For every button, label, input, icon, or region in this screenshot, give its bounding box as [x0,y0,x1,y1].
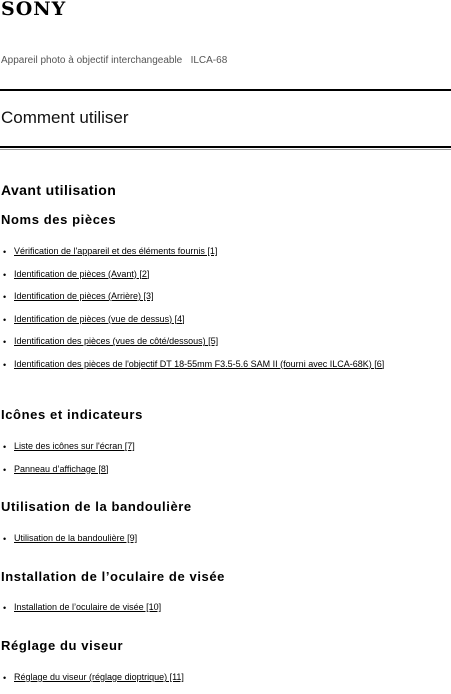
bullet-icon: • [3,673,7,683]
bullet-icon: • [3,359,7,370]
link-pieces-objectif[interactable]: Identification des pièces de l'objectif DT 18-55mm F3.5-5.6 SAM II (fourni avec ILCA-68K) [6] [14,358,385,369]
bullet-icon: • [3,534,7,544]
bullet-icon: • [3,603,7,613]
bullet-icon: • [3,247,7,257]
list-item [0,463,440,475]
section-heading-avant-utilisation: Avant utilisation [1,182,117,198]
list-icones-indicateurs [0,440,440,485]
list-item [0,335,440,347]
list-item [0,440,440,452]
list-noms-des-pieces [0,245,440,380]
list-item [0,290,440,302]
list-item [0,358,440,370]
list-reglage-viseur [0,671,440,694]
link-verification[interactable]: Vérification de l'appareil et des éléments fournis [1] [14,246,218,256]
link-pieces-arriere[interactable]: Identification de pièces (Arrière) [3] [14,291,154,301]
bullet-icon: • [3,442,7,452]
link-pieces-avant[interactable]: Identification de pièces (Avant) [2] [14,268,150,279]
subsection-heading-noms-des-pieces: Noms des pièces [1,212,117,227]
link-pieces-cote-dessous[interactable]: Identification des pièces (vues de côté/dessous) [5] [14,336,219,346]
subsection-heading-bandouliere: Utilisation de la bandoulière [1,499,192,514]
link-reglage-viseur[interactable]: Réglage du viseur (réglage dioptrique) [11] [14,672,184,682]
list-item [0,313,440,325]
sony-logo: SONY [1,0,67,20]
link-panneau-affichage[interactable]: Panneau d’affichage [8] [14,463,109,474]
subsection-heading-oculaire: Installation de l’oculaire de visée [1,569,226,584]
divider [0,146,451,148]
link-bandouliere[interactable]: Utilisation de la bandoulière [9] [14,533,138,543]
bullet-icon: • [3,314,7,325]
bullet-icon: • [3,337,7,347]
link-liste-icones[interactable]: Liste des icônes sur l'écran [7] [14,441,135,451]
list-item [0,268,440,280]
list-bandouliere [0,532,440,555]
subsection-heading-icones-indicateurs: Icônes et indicateurs [1,407,143,422]
subsection-heading-reglage-viseur: Réglage du viseur [1,638,124,653]
page-title: Comment utiliser [1,108,129,127]
bullet-icon: • [3,292,7,302]
list-item [0,601,440,613]
list-item [0,532,440,544]
list-item [0,671,440,683]
list-oculaire [0,601,440,624]
bullet-icon: • [3,269,7,280]
list-item [0,245,440,257]
link-oculaire[interactable]: Installation de l’oculaire de visée [10] [14,602,162,612]
bullet-icon: • [3,464,7,475]
divider [0,89,451,91]
divider [0,149,451,150]
link-pieces-dessus[interactable]: Identification de pièces (vue de dessus) [4] [14,313,185,324]
product-model-line: Appareil photo à objectif interchangeable ILCA-68 [1,55,228,66]
